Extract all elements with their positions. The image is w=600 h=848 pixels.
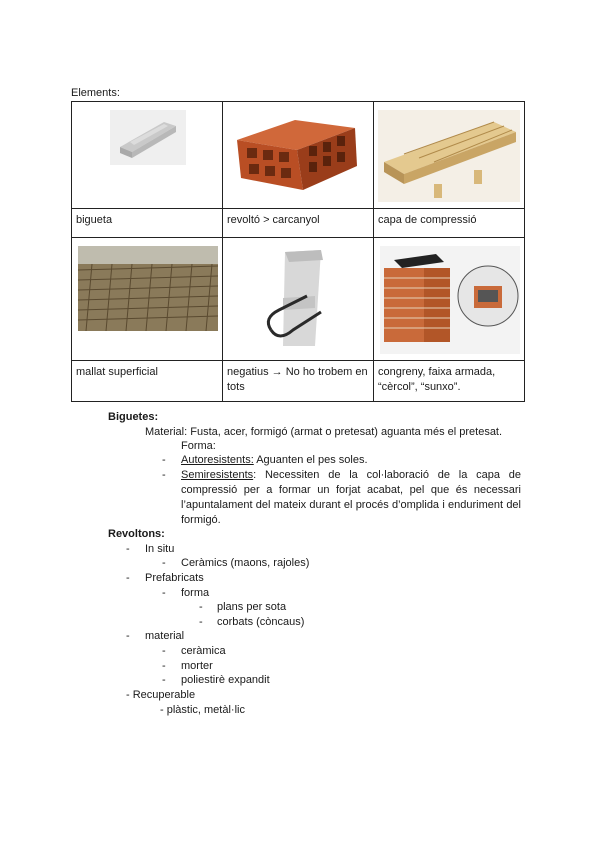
bigueta-image (72, 102, 222, 208)
list-item-in-situ: In situ (145, 543, 175, 555)
list-bullet: - (199, 616, 203, 628)
elements-heading: Elements: (71, 87, 120, 99)
semiresistents-label: Semiresistents (181, 469, 254, 481)
elements-table (71, 101, 525, 402)
congreny-image (374, 238, 524, 360)
image-cell-mallat (72, 238, 223, 361)
caption-congreny: congreny, faixa armada, “cèrcol”, “sunxo”. (374, 361, 525, 402)
list-item-plans: plans per sota (217, 601, 287, 613)
list-item-poliestire: poliestirè expandit (181, 674, 270, 686)
list-item-corbats: corbats (còncaus) (217, 616, 305, 628)
revolto-brick-image (223, 102, 373, 208)
list-bullet: - (162, 674, 166, 686)
list-bullet: - (199, 601, 203, 613)
table-row (72, 238, 525, 361)
biguetes-material: Material: Fusta, acer, formigó (armat o pretesat) aguanta més el pretesat. (145, 426, 503, 438)
list-bullet: - (162, 557, 166, 569)
list-item-prefabricats: Prefabricats (145, 572, 204, 584)
caption-revolto: revoltó > carcanyol (223, 209, 374, 238)
list-bullet: - (162, 587, 166, 599)
list-item-morter: morter (181, 660, 213, 672)
biguetes-forma: Forma: (181, 440, 216, 452)
image-cell-negatius (223, 238, 374, 361)
list-item-plastic: - plàstic, metàl·lic (160, 704, 245, 716)
table-row (72, 361, 525, 402)
image-cell-capa (374, 102, 525, 209)
caption-mallat: mallat superficial (72, 361, 223, 402)
list-bullet: - (162, 660, 166, 672)
list-item-recuperable: - Recuperable (126, 689, 196, 701)
table-row (72, 209, 525, 238)
revoltons-heading: Revoltons: (108, 528, 165, 540)
negatius-image (223, 238, 373, 360)
table-row (72, 102, 525, 209)
image-cell-revolto (223, 102, 374, 209)
list-bullet: - (126, 630, 130, 642)
list-item-semiresistents (181, 468, 521, 528)
mallat-image (72, 238, 222, 360)
semiresistents-text: : Necessiten de la col·laboració de la capa de compressió per a formar un forjat acabat, pel que és necessari l’apuntalament del mateix durant el procés d’omplida i enduriment del formigó. (181, 469, 521, 526)
autoresistents-text: Aguanten el pes soles. (253, 454, 368, 466)
image-cell-congreny (374, 238, 525, 361)
autoresistents-label: Autoresistents: (181, 454, 254, 466)
image-cell-bigueta (72, 102, 223, 209)
list-item-material: material (145, 630, 185, 642)
caption-capa: capa de compressió (374, 209, 525, 238)
biguetes-heading: Biguetes: (108, 411, 159, 423)
capa-compressio-image (374, 102, 524, 208)
caption-bigueta: bigueta (72, 209, 223, 238)
list-item-ceramica: ceràmica (181, 645, 226, 657)
list-bullet: - (126, 543, 130, 555)
list-item-autoresistents (181, 453, 368, 468)
list-bullet: - (162, 469, 166, 481)
list-bullet: - (162, 454, 166, 466)
list-bullet: - (126, 572, 130, 584)
list-bullet: - (162, 645, 166, 657)
caption-negatius: negatius → No ho trobem en tots (223, 361, 374, 402)
list-item-ceramics: Ceràmics (maons, rajoles) (181, 557, 310, 569)
list-item-forma: forma (181, 587, 210, 599)
